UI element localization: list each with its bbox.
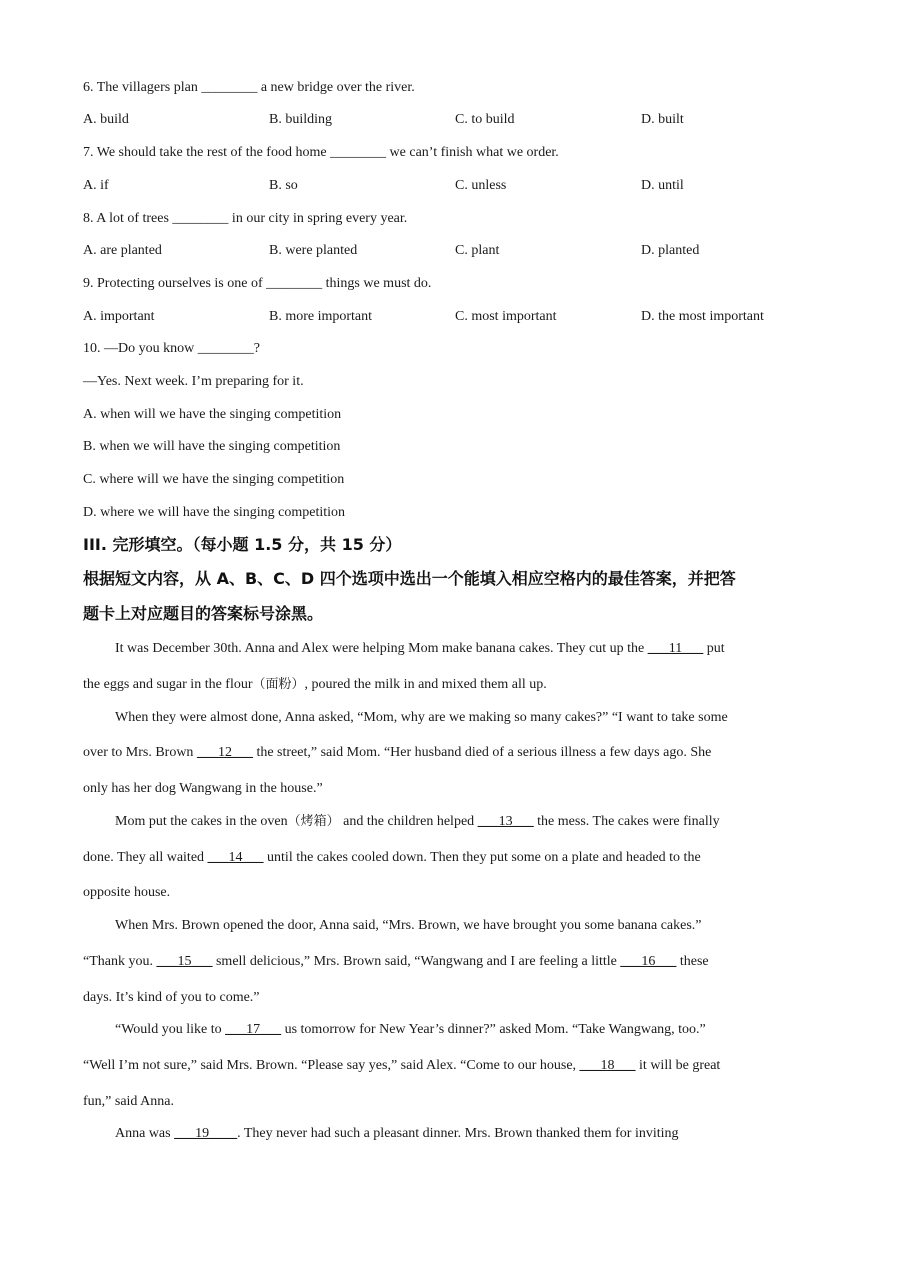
option-d: D. the most important <box>641 309 764 324</box>
option-b: B. more important <box>269 309 373 324</box>
option-a: A. build <box>83 112 129 127</box>
passage-line <box>83 849 701 867</box>
option-a: A. are planted <box>83 243 162 258</box>
passage-line <box>83 744 711 762</box>
question-10-option-b: B. when we will have the singing competition <box>83 439 341 454</box>
question-10-option-c: C. where will we have the singing competition <box>83 472 345 487</box>
question-9-options <box>83 308 843 326</box>
passage-text: and the children helped <box>339 814 478 829</box>
passage-text: , poured the milk in and mixed them all up. <box>304 677 547 692</box>
passage-line <box>115 813 720 831</box>
question-10-option-d: D. where we will have the singing competition <box>83 505 346 520</box>
question-6-options <box>83 111 843 129</box>
passage-text: it will be great <box>635 1058 721 1073</box>
passage-text: done. They all waited <box>83 850 208 865</box>
passage-text: the eggs and sugar in the flour <box>83 677 253 692</box>
option-c: C. unless <box>455 178 507 193</box>
passage-text: Anna was <box>115 1126 175 1141</box>
passage-text: “Would you like to <box>115 1022 226 1037</box>
option-a: A. if <box>83 178 109 193</box>
passage-text: us tomorrow for New Year’s dinner?” asked Mom. “Take Wangwang, too.” <box>281 1022 706 1037</box>
blank-19: ___19____ <box>174 1126 238 1141</box>
option-b: B. were planted <box>269 243 358 258</box>
blank-14: ___14___ <box>207 850 264 865</box>
option-c: C. most important <box>455 309 557 324</box>
passage-line: days. It’s kind of you to come.” <box>83 990 260 1005</box>
passage-line: When Mrs. Brown opened the door, Anna said, “Mrs. Brown, we have brought you some banana cakes.” <box>115 918 702 933</box>
passage-text: over to Mrs. Brown <box>83 745 197 760</box>
passage-text: these <box>676 954 709 969</box>
question-10-stem: 10. —Do you know ________? <box>83 341 260 356</box>
question-6-stem: 6. The villagers plan ________ a new bridge over the river. <box>83 80 415 95</box>
section-heading: III. 完形填空。（每小题 1.5 分，共 15 分） <box>83 535 402 554</box>
annotation-flour: （面粉） <box>252 677 305 692</box>
question-9-stem: 9. Protecting ourselves is one of ________ things we must do. <box>83 276 432 291</box>
passage-text: put <box>703 641 725 656</box>
passage-text: . They never had such a pleasant dinner. Mrs. Brown thanked them for inviting <box>237 1126 679 1141</box>
passage-line <box>83 953 709 971</box>
passage-text: smell delicious,” Mrs. Brown said, “Wangwang and I are feeling a little <box>212 954 621 969</box>
blank-11: ___11___ <box>647 641 704 656</box>
question-7-stem: 7. We should take the rest of the food home ________ we can’t finish what we order. <box>83 145 559 160</box>
option-b: B. so <box>269 178 298 193</box>
passage-line: When they were almost done, Anna asked, “Mom, why are we making so many cakes?” “I want to take some <box>115 710 728 725</box>
passage-text: the mess. The cakes were finally <box>533 814 720 829</box>
blank-16: ___16___ <box>620 954 677 969</box>
section-instruction-line-1: 根据短文内容，从 A、B、C、D 四个选项中选出一个能填入相应空格内的最佳答案，并把答 <box>83 569 736 588</box>
option-c: C. plant <box>455 243 500 258</box>
passage-line <box>83 676 547 694</box>
blank-18: ___18___ <box>579 1058 636 1073</box>
option-d: D. until <box>641 178 684 193</box>
blank-15: ___15___ <box>156 954 213 969</box>
passage-text: until the cakes cooled down. Then they put some on a plate and headed to the <box>263 850 701 865</box>
blank-13: ___13___ <box>477 814 534 829</box>
passage-text: Mom put the cakes in the oven <box>115 814 288 829</box>
question-7-options <box>83 177 843 195</box>
question-8-options <box>83 242 843 260</box>
passage-line <box>115 1125 679 1143</box>
passage-line <box>115 1021 706 1039</box>
passage-line <box>115 640 725 658</box>
blank-12: ___12___ <box>196 745 253 760</box>
passage-line: only has her dog Wangwang in the house.” <box>83 781 323 796</box>
option-c: C. to build <box>455 112 515 127</box>
blank-17: ___17___ <box>225 1022 282 1037</box>
passage-line <box>83 1057 720 1075</box>
question-10-option-a: A. when will we have the singing competition <box>83 407 342 422</box>
passage-text: “Thank you. <box>83 954 157 969</box>
section-instruction-line-2: 题卡上对应题目的答案标号涂黑。 <box>83 604 324 623</box>
option-d: D. planted <box>641 243 700 258</box>
question-10-reply: —Yes. Next week. I’m preparing for it. <box>83 374 304 389</box>
passage-text: the street,” said Mom. “Her husband died of a serious illness a few days ago. She <box>252 745 712 760</box>
passage-line: opposite house. <box>83 885 171 900</box>
option-d: D. built <box>641 112 684 127</box>
passage-text: It was December 30th. Anna and Alex were helping Mom make banana cakes. They cut up the <box>115 641 648 656</box>
option-b: B. building <box>269 112 333 127</box>
option-a: A. important <box>83 309 155 324</box>
question-8-stem: 8. A lot of trees ________ in our city in spring every year. <box>83 211 408 226</box>
annotation-oven: （烤箱） <box>287 814 340 829</box>
passage-text: “Well I’m not sure,” said Mrs. Brown. “Please say yes,” said Alex. “Come to our house, <box>83 1058 580 1073</box>
passage-line: fun,” said Anna. <box>83 1094 174 1109</box>
